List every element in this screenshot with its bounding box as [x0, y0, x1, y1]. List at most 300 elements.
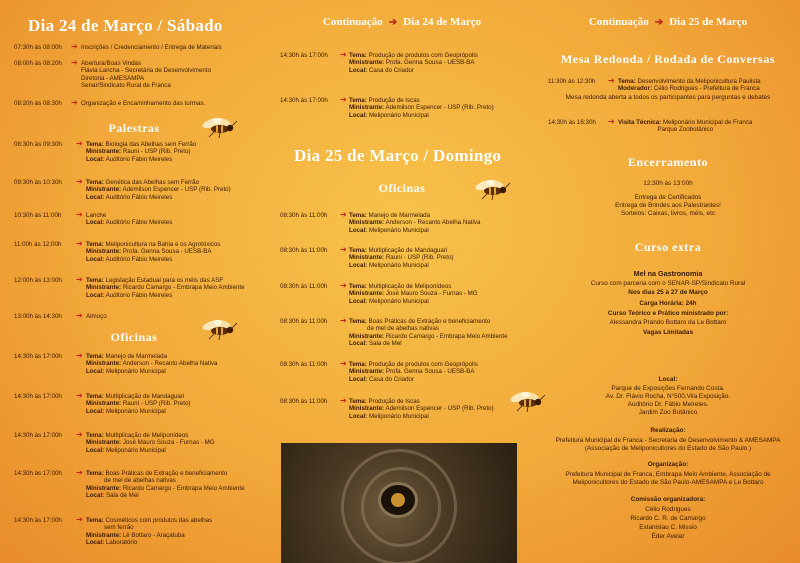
entry-body — [349, 247, 453, 269]
entry-tema — [86, 241, 220, 248]
curso-line: Alessandra Prando Bottaro da Le Bottaro — [609, 319, 727, 326]
mesa-entry — [548, 78, 798, 106]
entry-line: Flávia Lancha - Secretária de Desenvolvimento — [81, 67, 212, 75]
tema-value: Produção de produtos com Geoprópolis — [368, 361, 478, 368]
local-value: Meliponário Municipal — [368, 297, 429, 305]
tema-label: Tema: — [86, 470, 104, 477]
local-label: Local: — [349, 261, 368, 269]
encerramento-time: 12:30h às 13:00h — [643, 180, 693, 187]
ministrante-value: Ademilson Espencer - USP (Rib. Preto) — [385, 104, 494, 112]
arrow-icon: ➔ — [76, 239, 83, 248]
tema-label: Tema: — [349, 318, 367, 325]
arrow-icon: ➔ — [71, 42, 78, 51]
entry-body — [86, 517, 212, 547]
entry-body — [349, 361, 478, 383]
arrow-icon: ➔ — [340, 95, 347, 104]
ministrante-value: Ricardo Camargo - Embrapa Meio Ambiente — [122, 484, 245, 492]
ministrante-value: Lê Bottaro - Araçatuba — [122, 531, 185, 539]
tema-label: Tema: — [86, 241, 104, 248]
tema-label: Tema: — [349, 212, 367, 219]
entry-tema — [86, 432, 215, 439]
entry-tema — [618, 78, 761, 85]
local-line: Jardim Zoo Botânico — [638, 409, 698, 416]
schedule-entry — [14, 432, 260, 472]
entry-tema — [86, 517, 212, 524]
comissao-title: Comissão organizadora: — [630, 496, 706, 503]
local-value: Meliponário Municipal — [105, 446, 166, 454]
entry-time: 08:00h às 08:20h — [14, 60, 62, 67]
local-value: Meliponário Municipal — [368, 111, 429, 119]
local-label: Local: — [349, 111, 368, 119]
realizacao-line: (Associação de Meliponicultores do Estado de São Paulo ) — [584, 445, 752, 452]
entry-tema — [86, 470, 245, 477]
entry-body — [618, 119, 752, 134]
local-value: Meliponário Municipal — [368, 226, 429, 234]
entry-line: Abertura/Boas Vindas — [81, 60, 142, 67]
visita-line-2: Parque Zoobotânico — [657, 126, 714, 134]
local-label: Local: — [86, 446, 105, 454]
entry-body — [349, 398, 494, 420]
encerramento-line: Entrega de Certificados — [634, 194, 702, 201]
tema-value: Multiplicação de Meliponídeos — [368, 283, 452, 290]
entry-time: 10:30h às 11:00h — [14, 212, 62, 219]
curso-line: Curso com parceria com o SENAR-SP/Sindicato Rural — [590, 280, 746, 287]
bee-illustration — [200, 318, 238, 340]
arrow-icon: ➔ — [76, 391, 83, 400]
curso-line: Vagas Limitadas — [642, 329, 694, 336]
schedule-entry — [280, 97, 528, 137]
entry-body — [81, 60, 211, 90]
local-value: Auditório Fábio Meireles — [105, 255, 173, 263]
bee-illustration — [200, 116, 238, 138]
local-value: Auditório Fábio Meireles — [105, 219, 173, 227]
schedule-entry — [14, 275, 260, 320]
entry-local — [349, 413, 494, 420]
entry-body — [86, 277, 245, 299]
entry-time: 07:30h às 08:00h — [14, 44, 62, 51]
local-line: Parque de Exposições Fernando Costa. — [611, 385, 725, 392]
tema-value-2: de mel de abelhas nativas — [104, 477, 176, 485]
entry-ministrante — [349, 405, 494, 412]
arrow-icon: ➔ — [340, 359, 347, 368]
entry-ministrante — [86, 400, 190, 407]
realizacao-line: Prefeitura Municipal de Franca - Secretaria de Desenvolvimento & AMESAMPA — [555, 437, 781, 444]
local-label: Local: — [86, 155, 105, 163]
ministrante-value: Rauni - USP (Rib. Preto) — [385, 254, 454, 262]
mesa-title: Mesa Redonda / Rodada de Conversas — [560, 52, 775, 66]
arrow-icon: ➔ — [76, 351, 83, 360]
arrow-icon: ➔ — [76, 210, 83, 219]
comissao-line: Ricardo C. R. de Camargo — [630, 515, 706, 522]
entry-ministrante — [349, 59, 478, 66]
ministrante-value: Anderson - Recanto Abelha Nativa — [385, 219, 481, 227]
ministrante-label: Ministrante: — [349, 104, 385, 112]
entry-body — [86, 141, 196, 163]
tema-label: Tema: — [86, 517, 104, 524]
bee-illustration — [473, 178, 511, 200]
ministrante-value: Profa. Genna Sousa - UESB-BA — [122, 248, 212, 256]
tema-label: Tema: — [349, 97, 367, 104]
palestras-title: Palestras — [108, 121, 160, 135]
tema-label: Tema: — [349, 283, 367, 290]
ministrante-label: Ministrante: — [86, 284, 122, 292]
entry-body — [86, 313, 107, 320]
entry-time: 11:30h às 12:30h — [548, 78, 596, 85]
entry-time: 08:30h às 11:00h — [280, 361, 328, 368]
ministrante-label: Ministrante: — [86, 148, 122, 156]
entry-local — [349, 298, 478, 305]
schedule-entry — [14, 60, 260, 100]
schedule-entry — [14, 141, 260, 181]
moderador-label: Moderador: — [618, 85, 653, 93]
entry-tema — [349, 212, 480, 219]
mesa-note: Mesa redonda aberta a todos os participantes para perguntas e debates — [565, 94, 771, 101]
local-label: Local: — [86, 492, 105, 500]
column-day-24 — [0, 0, 268, 563]
column-day-25-continued — [536, 0, 800, 563]
ministrante-label: Ministrante: — [349, 290, 385, 298]
entry-body — [349, 212, 480, 234]
entry-time: 11:00h às 12:00h — [14, 241, 62, 248]
hive-entrance-photo — [281, 443, 517, 563]
entry-local — [86, 256, 220, 263]
tema-label: Tema: — [86, 179, 104, 186]
ministrante-label: Ministrante: — [349, 219, 385, 227]
local-value: Meliponário Municipal — [105, 367, 166, 375]
arrow-icon: ➔ — [76, 515, 83, 524]
entry-local — [86, 219, 172, 226]
entry-body — [618, 78, 761, 93]
arrow-icon: ➔ — [76, 177, 83, 186]
comissao-line: Estanislau C. Missio — [639, 524, 697, 531]
entry-line: Lanche — [86, 212, 107, 219]
local-value: Meliponário Municipal — [105, 407, 166, 415]
entry-local — [86, 194, 231, 201]
ministrante-label: Ministrante: — [86, 186, 122, 194]
visita-label: Visita Técnica: — [618, 119, 662, 126]
entry-local — [86, 292, 245, 299]
tema-value: Desenvolvimento da Meliponicultura Paulista — [637, 78, 761, 85]
entry-ministrante — [349, 290, 478, 297]
schedule-entry — [280, 283, 528, 323]
entry-local — [86, 368, 217, 375]
entry-tema — [349, 97, 494, 104]
tema-value: Cosméticos com produtos das abelhas — [105, 517, 213, 524]
continuation-heading — [536, 16, 800, 28]
entry-tema — [86, 393, 190, 400]
entry-body — [86, 470, 245, 500]
tema-label: Tema: — [86, 432, 104, 439]
ministrante-label: Ministrante: — [86, 484, 122, 492]
entry-time: 09:30h às 10:30h — [14, 179, 62, 186]
tema-value: Produção de Iscas — [368, 398, 420, 405]
local-value: Sala de Mel — [368, 340, 402, 348]
entry-time: 13:00h às 14:30h — [14, 313, 62, 320]
entry-body — [81, 100, 205, 107]
entry-time: 14:30h às 17:00h — [14, 470, 62, 477]
entry-tema — [349, 52, 478, 59]
entry-body — [86, 179, 231, 201]
entry-time: 08:30h às 11:00h — [280, 212, 328, 219]
schedule-entry — [280, 52, 528, 92]
entry-tema — [349, 361, 478, 368]
schedule-entry — [280, 398, 528, 438]
local-label: Local: — [349, 340, 368, 348]
entry-time: 14:30h às 16:30h — [548, 119, 596, 126]
entry-time: 14:30h às 17:00h — [280, 97, 328, 104]
continuation-label: Continuação — [322, 16, 383, 28]
continuation-heading — [268, 16, 536, 28]
entry-local — [349, 262, 453, 269]
local-label: Local: — [349, 412, 368, 420]
schedule-entry — [14, 517, 260, 557]
schedule-entry — [14, 470, 260, 510]
entry-tema — [86, 277, 245, 284]
entry-tema — [86, 353, 217, 360]
entry-time: 08:30h às 11:00h — [280, 283, 328, 290]
arrow-icon: ➔ — [340, 281, 347, 290]
local-label: Local: — [349, 297, 368, 305]
entry-moderador — [618, 85, 761, 92]
entry-local — [86, 539, 212, 546]
continuation-day: Dia 25 de Março — [669, 16, 748, 28]
ministrante-value: Ademilson Espencer - USP (Rib. Preto) — [122, 186, 231, 194]
ministrante-value: Profa. Genna Sousa - UESB-BA — [385, 59, 475, 67]
entry-time: 08:20h às 08:30h — [14, 100, 62, 107]
local-value: Casa do Criador — [368, 375, 415, 383]
tema-value: Genética das Abelhas sem Ferrão — [105, 179, 200, 186]
curso-line: Mel na Gastronomia — [633, 269, 703, 278]
tema-value: Produção de Iscas — [368, 97, 420, 104]
local-value: Laboratório — [105, 539, 138, 547]
entry-ministrante — [86, 284, 245, 291]
tema-label: Tema: — [86, 277, 104, 284]
entry-ministrante — [349, 104, 494, 111]
entry-tema — [86, 179, 231, 186]
arrow-icon: ➔ — [71, 98, 78, 107]
arrow-icon: ➔ — [340, 50, 347, 59]
arrow-icon: ➔ — [340, 245, 347, 254]
ministrante-label: Ministrante: — [349, 368, 385, 376]
organizacao-line: Meliponicultores do Estado de São Paulo-AMESAMPA e Le Bottaro — [572, 479, 764, 486]
arrow-icon: ➔ — [76, 430, 83, 439]
local-value: Meliponário Municipal — [368, 412, 429, 420]
organizacao-line: Prefeitura Municipal de Franca, Embrapa Meio Ambiente, Associação de — [565, 471, 771, 478]
local-value: Auditório Fábio Meireles — [105, 155, 173, 163]
ministrante-label: Ministrante: — [349, 59, 385, 67]
encerramento-line: Entrega de Brindes aos Palestrantes! — [615, 202, 721, 209]
tema-value: Produção de produtos com Geoprópolis — [368, 52, 478, 59]
entry-ministrante — [349, 368, 478, 375]
entry-ministrante — [86, 248, 220, 255]
entry-body — [349, 283, 478, 305]
ministrante-value: Anderson - Recanto Abelha Nativa — [122, 360, 218, 368]
tema-value: Multiplicação de Meliponídeos — [105, 432, 189, 439]
entry-body — [349, 97, 494, 119]
tema-label: Tema: — [86, 353, 104, 360]
curso-line: Nos dias 25 à 27 de Março — [628, 289, 708, 296]
entry-time: 08:30h às 11:00h — [280, 318, 328, 325]
entry-local — [86, 408, 190, 415]
entry-local — [86, 492, 245, 499]
tema-value: Manejo de Marmelada — [368, 212, 431, 219]
tema-value: Multiplicação de Mandaguari — [105, 393, 185, 400]
entry-line: Almoço — [86, 313, 107, 320]
ministrante-value: José Mauro Souza - Furnas - MG — [385, 290, 478, 298]
ministrante-value: Ricardo Camargo - Embrapa Meio Ambiente — [385, 332, 508, 340]
tema-label: Tema: — [349, 398, 367, 405]
arrow-icon: ➔ — [76, 311, 83, 320]
entry-line: Diretoria - AMESAMPA — [81, 74, 145, 82]
arrow-icon: ➔ — [608, 76, 615, 85]
entry-body — [86, 353, 217, 375]
local-value: Casa do Criador — [368, 66, 415, 74]
entry-time: 14:30h às 17:00h — [14, 393, 62, 400]
local-value: Auditório Fábio Meireles — [105, 291, 173, 299]
tema-value: Boas Práticas de Extração e beneficiamento — [368, 318, 491, 325]
ministrante-label: Ministrante: — [86, 400, 122, 408]
arrow-icon: ➔ — [76, 275, 83, 284]
local-label: Local: — [86, 367, 105, 375]
local-line: Auditório Dr. Fábio Meireles. — [627, 401, 709, 408]
ministrante-label: Ministrante: — [349, 254, 385, 262]
entry-time: 14:30h às 17:00h — [14, 517, 62, 524]
schedule-entry — [280, 361, 528, 401]
entry-ministrante — [86, 360, 217, 367]
ministrante-label: Ministrante: — [86, 248, 122, 256]
entry-local — [86, 447, 215, 454]
entry-ministrante — [349, 254, 453, 261]
organizacao-title: Organização: — [647, 461, 689, 468]
ministrante-label: Ministrante: — [349, 405, 385, 413]
ministrante-value: José Mauro Souza - Furnas - MG — [122, 439, 215, 447]
ministrante-label: Ministrante: — [349, 332, 385, 340]
tema-label: Tema: — [349, 247, 367, 254]
entry-body — [86, 212, 172, 227]
local-value: Sala de Mel — [105, 492, 139, 500]
entry-local — [349, 227, 480, 234]
entry-time: 14:30h às 17:00h — [14, 432, 62, 439]
tema-label: Tema: — [86, 141, 104, 148]
day-title: Dia 24 de Março / Sábado — [28, 16, 223, 35]
entry-ministrante — [86, 148, 196, 155]
day-title: Dia 25 de Março / Domingo — [294, 146, 502, 165]
entry-local — [349, 112, 494, 119]
local-label: Local: — [86, 255, 105, 263]
local-label: Local: — [86, 407, 105, 415]
visita-line — [618, 119, 752, 126]
tema-label: Tema: — [618, 78, 636, 85]
ministrante-value: Rauni - USP (Rib. Preto) — [122, 400, 191, 408]
schedule-entry — [280, 318, 528, 358]
entry-time: 14:30h às 17:00h — [14, 353, 62, 360]
comissao-line: Célio Rodrigues — [645, 506, 691, 513]
ministrante-label: Ministrante: — [86, 531, 122, 539]
encerramento-line: Sorteios: Caixas, livros, méis, etc — [620, 210, 716, 217]
entry-ministrante — [86, 485, 245, 492]
local-label: Local: — [86, 219, 105, 227]
local-label: Local: — [86, 539, 105, 547]
visita-value: Meliponário Municipal de Franca — [662, 119, 753, 126]
ministrante-label: Ministrante: — [86, 439, 122, 447]
tema-value: Multiplicação de Mandaguari — [368, 247, 448, 254]
entry-body — [349, 52, 478, 74]
arrow-icon: ➔ — [76, 468, 83, 477]
moderador-value: Célio Rodrigues - Prefeitura de Franca — [653, 85, 760, 93]
arrow-icon: ➔ — [340, 210, 347, 219]
curso-title: Curso extra — [634, 240, 702, 254]
curso-line: Carga Horária: 24h — [639, 300, 697, 307]
tema-value: Meliponicultura na Bahia e os Agrotóxicos — [105, 241, 221, 248]
schedule-entry — [14, 393, 260, 433]
entry-time: 08:30h às 09:30h — [14, 141, 62, 148]
local-label: Local: — [349, 226, 368, 234]
local-label: Local: — [349, 66, 368, 74]
arrow-icon: ➔ — [388, 17, 398, 28]
local-value: Auditório Fábio Meireles — [105, 193, 173, 201]
entry-time: 12:00h às 13:00h — [14, 277, 62, 284]
tema-value: Boas Práticas de Extração e beneficiamento — [105, 470, 228, 477]
entry-tema — [349, 398, 494, 405]
tema-value-2: sem ferrão — [104, 524, 134, 532]
entry-local — [349, 340, 508, 347]
entry-line: Senar/Sindicato Rural de Franca — [81, 82, 171, 90]
schedule-entry — [14, 239, 260, 284]
ministrante-label: Ministrante: — [86, 360, 122, 368]
local-line: Av. Dr. Flávio Rocha, N°500,Vila Exposição. — [605, 393, 731, 400]
arrow-icon: ➔ — [71, 58, 78, 67]
oficinas-title: Oficinas — [378, 181, 426, 195]
entry-local — [349, 67, 478, 74]
tema-value-2: de mel de abelhas nativas — [367, 325, 439, 333]
local-label: Local: — [86, 193, 105, 201]
schedule-entry — [280, 245, 528, 290]
entry-line: Organização e Encaminhamento das turmas. — [81, 100, 206, 107]
encerramento-title: Encerramento — [628, 155, 708, 169]
arrow-icon: ➔ — [608, 117, 615, 126]
entry-ministrante — [86, 532, 212, 539]
oficinas-title: Oficinas — [110, 330, 158, 344]
entry-ministrante — [86, 186, 231, 193]
tema-label: Tema: — [86, 393, 104, 400]
entry-body — [81, 44, 222, 51]
tema-value: Legislação Estadual para os méis das ASF — [105, 277, 224, 284]
arrow-icon: ➔ — [654, 17, 664, 28]
continuation-day: Dia 24 de Março — [403, 16, 482, 28]
entry-body — [86, 241, 220, 263]
entry-time: 08:30h às 11:00h — [280, 247, 328, 254]
local-value: Meliponário Municipal — [368, 261, 429, 269]
ministrante-value: Rauni - USP (Rib. Preto) — [122, 148, 191, 156]
entry-tema — [349, 247, 453, 254]
entry-local — [349, 376, 478, 383]
visita-entry — [548, 119, 798, 139]
ministrante-value: Ricardo Camargo - Embrapa Meio Ambiente — [122, 284, 245, 292]
entry-tema — [86, 141, 196, 148]
entry-body — [86, 432, 215, 454]
entry-time: 08:30h às 11:00h — [280, 398, 328, 405]
schedule-entry — [14, 353, 260, 393]
tema-label: Tema: — [349, 52, 367, 59]
arrow-icon: ➔ — [340, 316, 347, 325]
entry-body — [349, 318, 508, 348]
schedule-entry — [280, 212, 528, 252]
local-label: Local: — [86, 291, 105, 299]
entry-ministrante — [86, 439, 215, 446]
realizacao-title: Realização: — [650, 427, 686, 434]
arrow-icon: ➔ — [76, 139, 83, 148]
arrow-icon: ➔ — [340, 396, 347, 405]
